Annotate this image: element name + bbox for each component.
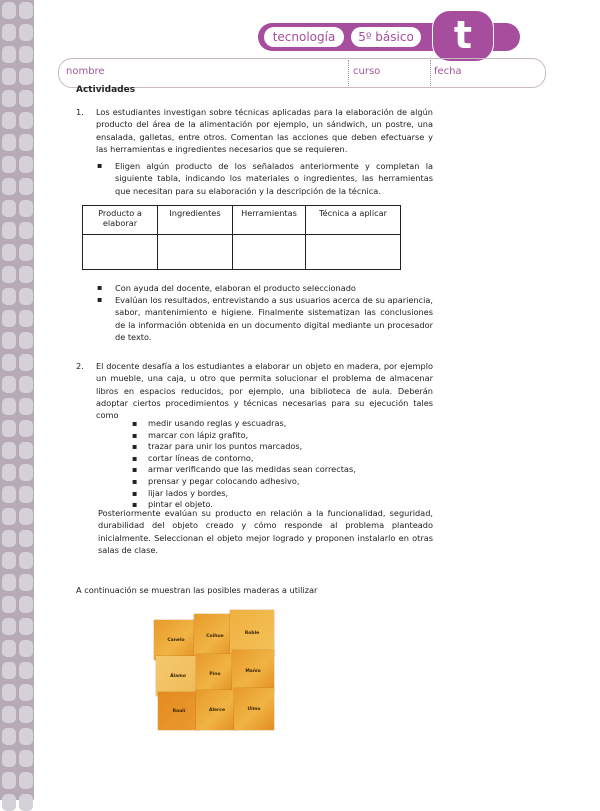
activity-1-text: Los estudiantes investigan sobre técnicas aplicadas para la elaboración de algún producto del área de la alimentación por ejemplo, un sándwich, un postre, una ensalada, galletas, entre otros. Comentan las acciones que deben efectuarse y las herramientas e ingredientes necesarios que se requieren.: [96, 107, 433, 154]
product-table: [82, 205, 401, 270]
list-item: [132, 476, 432, 488]
list-item: [132, 441, 432, 453]
bullet-icon: ▪: [97, 161, 103, 170]
bullet-icon: ▪: [132, 430, 138, 440]
wood-sample: Ulmo: [234, 688, 274, 730]
wood-sample: Raulí: [158, 692, 200, 730]
list-item: [132, 488, 432, 500]
step-text: marcar con lápiz grafito,: [148, 429, 249, 440]
step-text: prensar y pegar colocando adhesivo,: [148, 475, 300, 486]
table-row: [83, 235, 401, 270]
activity-2-closing: Posteriormente evalúan su producto en relación a la funcionalidad, seguridad, durabilidad del objeto creado y cómo responde al problema planteado inicialmente. Seleccionan el objeto mejor logrado y proponen instalarlo en otras salas de clase.: [98, 508, 433, 555]
bullet-icon: ▪: [132, 500, 138, 510]
wood-sample: Álamo: [156, 656, 200, 696]
grade-label: 5º básico: [351, 27, 421, 47]
step-text: pintar el objeto.: [148, 499, 213, 510]
course-field-label: curso: [353, 66, 381, 77]
bullet-icon: ▪: [132, 465, 138, 475]
bullet-text: Con ayuda del docente, elaboran el producto seleccionado: [115, 283, 356, 293]
bullet-icon: ▪: [132, 442, 138, 452]
step-text: cortar líneas de contorno,: [148, 452, 254, 463]
list-item: [132, 453, 432, 465]
table-header-cell: Ingredientes: [158, 206, 233, 235]
activity-2: [76, 360, 433, 421]
activity-1-bullet-3: [97, 294, 433, 343]
decorative-sidebar: [0, 0, 38, 800]
table-cell-tools[interactable]: [233, 235, 306, 270]
table-cell-product[interactable]: [83, 235, 158, 270]
wood-sample: Canelo: [154, 620, 198, 660]
sidebar-edge: [34, 0, 42, 800]
bullet-icon: ▪: [97, 295, 103, 304]
wood-sample: Pino: [196, 654, 234, 694]
bullet-text: Eligen algún producto de los señalados anteriormente y completan la siguiente tabla, indicando los materiales o ingredientes, las herramientas que necesitan para su elaboración y la descripción de la técnica.: [115, 161, 433, 196]
wood-sample: Alerce: [196, 690, 238, 730]
step-text: lijar lados y bordes,: [148, 487, 229, 498]
bullet-icon: ▪: [132, 419, 138, 428]
step-text: armar verificando que las medidas sean correctas,: [148, 464, 356, 475]
bullet-icon: ▪: [132, 453, 138, 463]
list-item: [132, 464, 432, 476]
list-item: [132, 430, 432, 442]
bullet-icon: ▪: [132, 476, 138, 486]
activity-2-text: El docente desafía a los estudiantes a elaborar un objeto en madera, por ejemplo un mueble, una caja, u otro que permita solucionar el problema de almacenar libros en espacios reducidos, por ejemplo, una biblioteca de aula. Deberán adoptar ciertos procedimientos y técnicas necesarias para su ejecución tales como: [96, 361, 433, 421]
wood-sample: Roble: [230, 610, 274, 656]
activity-1: [76, 106, 433, 155]
date-field-label: fecha: [434, 66, 462, 77]
table-header-cell: Técnica a aplicar: [306, 206, 401, 235]
procedure-list: [132, 418, 432, 511]
bullet-icon: ▪: [97, 283, 103, 292]
step-text: medir usando reglas y escuadras,: [148, 418, 287, 428]
table-cell-ingredients[interactable]: [158, 235, 233, 270]
list-item: [132, 418, 432, 430]
activity-1-bullet-2: [97, 282, 433, 294]
table-header-cell: Herramientas: [233, 206, 306, 235]
activity-1-bullet-1: [97, 160, 433, 197]
bullet-text: Evalúan los resultados, entrevistando a sus usuarios acerca de su apariencia, sabor, mantenimiento e higiene. Finalmente sistematizan las conclusiones de la información obtenida en un documento digital mediante un procesador de texto.: [115, 295, 433, 342]
step-text: trazar para unir los puntos marcados,: [148, 441, 303, 452]
technology-logo-icon: t: [432, 10, 494, 62]
table-cell-technique[interactable]: [306, 235, 401, 270]
section-title: Actividades: [76, 85, 136, 95]
wood-sample: Coihue: [194, 614, 236, 658]
field-divider: [430, 60, 431, 86]
bullet-icon: ▪: [132, 488, 138, 498]
subject-label: tecnología: [264, 27, 344, 47]
activity-number: 2.: [76, 361, 84, 371]
name-field-label: nombre: [66, 66, 105, 77]
table-header-row: [83, 206, 401, 235]
woods-intro: A continuación se muestran las posibles maderas a utilizar: [76, 585, 318, 595]
wood-sample: Mañío: [232, 650, 274, 692]
field-divider: [348, 60, 349, 86]
activity-number: 1.: [76, 107, 84, 117]
wood-samples-image: [152, 610, 276, 734]
table-header-cell: Producto a elaborar: [83, 206, 158, 235]
